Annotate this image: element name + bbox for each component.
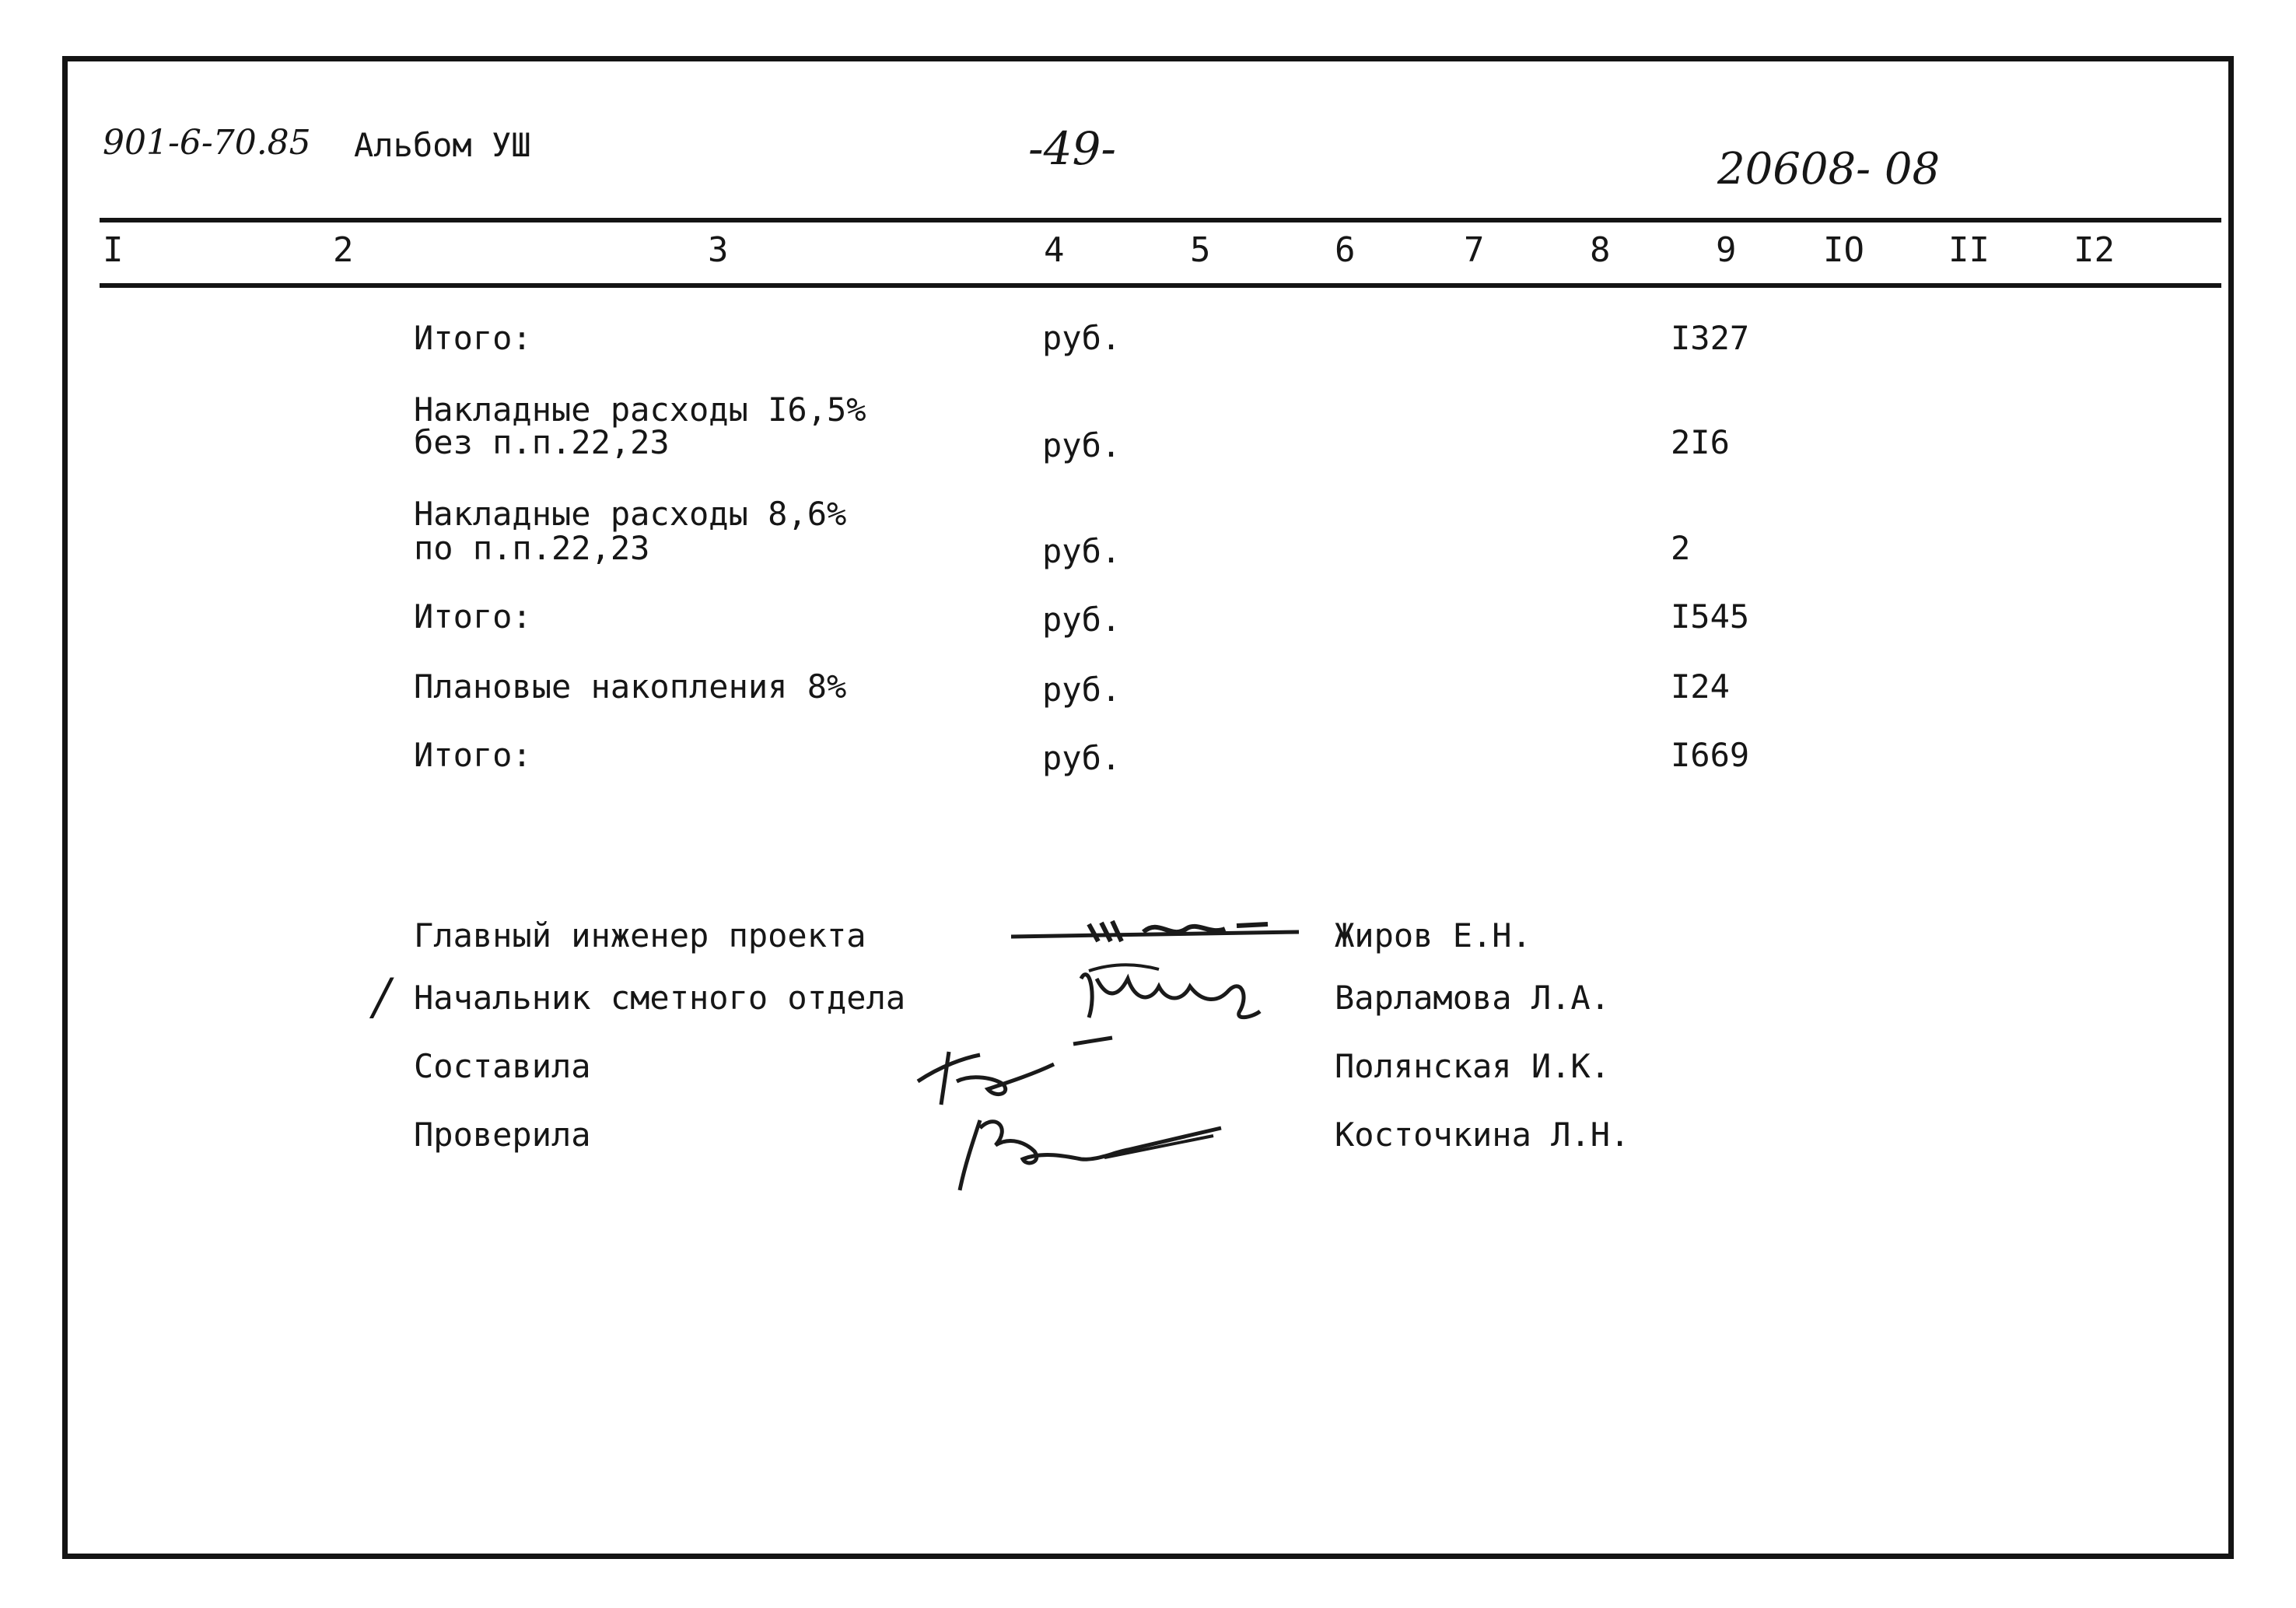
column-header: 2 [333, 230, 354, 270]
signature-role: Проверила [414, 1116, 591, 1154]
row-unit: руб. [1042, 319, 1122, 357]
row-label: Плановые накопления 8% [414, 667, 847, 706]
signature-role: Главный инженер проекта [414, 916, 866, 955]
row-unit: руб. [1042, 426, 1122, 464]
row-value: I669 [1671, 736, 1750, 774]
row-unit: руб. [1042, 739, 1122, 777]
signature-name: Косточкина Л.Н. [1335, 1116, 1630, 1154]
row-value: 2I6 [1671, 423, 1730, 461]
album-label: Альбом УШ [354, 126, 531, 164]
row-label: Итого: [414, 597, 532, 636]
column-header: I [103, 230, 124, 270]
column-header: 9 [1716, 230, 1737, 270]
margin-mark: / [373, 969, 390, 1026]
signature-name: Полянская И.К. [1335, 1047, 1611, 1085]
signature-name: Варламова Л.А. [1335, 979, 1611, 1017]
signature-scribble-2 [1066, 948, 1299, 1033]
page-number: -49- [1028, 122, 1116, 175]
page-frame [62, 56, 2234, 1559]
row-unit: руб. [1042, 532, 1122, 570]
doc-number: 20608- 08 [1717, 144, 1941, 194]
signature-role: Составила [414, 1047, 591, 1085]
column-header: II [1948, 230, 1990, 270]
row-unit: руб. [1042, 601, 1122, 639]
row-label: Итого: [414, 319, 532, 357]
row-label-line1: Накладные расходы I6,5% [414, 391, 866, 429]
project-code: 901-6-70.85 [103, 123, 311, 163]
row-value: 2 [1671, 529, 1691, 567]
row-label-line1: Накладные расходы 8,6% [414, 495, 847, 533]
column-header: IO [1823, 230, 1864, 270]
row-label: Итого: [414, 736, 532, 774]
column-header: 6 [1335, 230, 1356, 270]
column-header: 7 [1464, 230, 1485, 270]
header-bottom-rule [100, 283, 2221, 288]
signature-name: Жиров Е.Н. [1335, 916, 1531, 955]
row-label-line2: без п.п.22,23 [414, 423, 670, 461]
header-top-rule [100, 218, 2221, 222]
signature-scribble-4 [949, 1105, 1260, 1198]
column-header: I2 [2074, 230, 2115, 270]
column-header: 4 [1044, 230, 1065, 270]
column-header: 5 [1190, 230, 1211, 270]
signature-role: Начальник сметного отдела [414, 979, 906, 1017]
row-label-line2: по п.п.22,23 [414, 529, 650, 567]
column-header: 8 [1590, 230, 1611, 270]
row-unit: руб. [1042, 671, 1122, 709]
signature-scribble-3 [910, 1027, 1167, 1112]
column-header: 3 [708, 230, 729, 270]
row-value: I545 [1671, 597, 1750, 636]
row-value: I327 [1671, 319, 1750, 357]
row-value: I24 [1671, 667, 1730, 706]
